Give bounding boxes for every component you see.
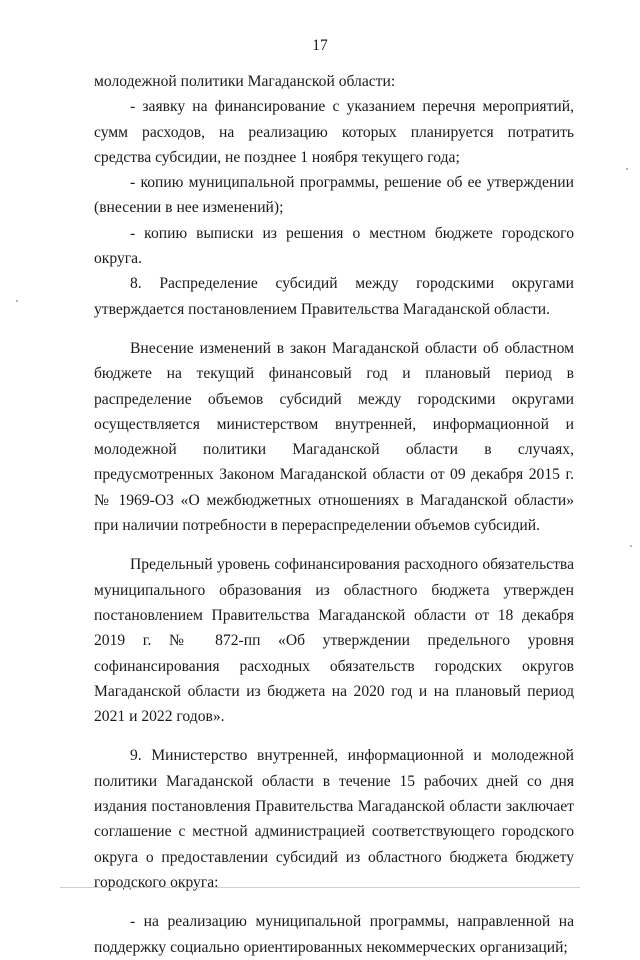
paragraph-bullet-social-orgs: - на реализацию муниципальной программы, направленной на поддержку социально ориентированных некоммерческих организаций; <box>94 913 574 956</box>
paragraph-amendments: Внесение изменений в закон Магаданской области об областном бюджете на текущий финансовый год и плановый период в распределение объемов субсидий между городскими округами осуществляется министерством внутренней, информационной и молодежной политики Магаданской области в случаях, предусмотренных Законом Магаданской области от 09 декабря 2015 г. № 1969-ОЗ «О межбюджетных отношениях в Магаданской области» при наличии потребности в перераспределении объемов субсидий. <box>94 339 574 535</box>
paragraph-cofinancing-level: Предельный уровень софинансирования расходного обязательства муниципального образования из областного бюджета утвержден постановлением Правительства Магаданской области от 18 декабря 2019 г. № 872-пп «Об утверждении предельного уровня софинансирования расходных обязательств городских округов Магаданской области из бюджета на 2020 год и на плановый период 2021 и 2022 годов». <box>94 556 574 726</box>
scan-speck <box>16 300 18 302</box>
paragraph-bullet-budget-extract: - копию выписки из решения о местном бюджете городского округа. <box>94 224 574 268</box>
page-number: 17 <box>312 37 328 54</box>
paragraph-bullet-application: - заявку на финансирование с указанием перечня мероприятий, сумм расходов, на реализацию которых планируется потратить средства субсидии, не позднее 1 ноября текущего года; <box>94 98 574 166</box>
paragraph-continuation: молодежной политики Магаданской области: <box>94 73 396 90</box>
scan-speck <box>630 545 632 547</box>
paragraph-item-9: 9. Министерство внутренней, информационной и молодежной политики Магаданской области в течение 15 рабочих дней со дня издания постановления Правительства Магаданской области заключает соглашение с местной администрацией соответствующего городского округа о предоставлении субсидий из областного бюджета бюджету городского округа: <box>94 747 574 891</box>
page-bottom-edge <box>60 887 580 888</box>
paragraph-item-8: 8. Распределение субсидий между городскими округами утверждается постановлением Правительства Магаданской области. <box>94 275 574 318</box>
paragraph-bullet-program-copy: - копию муниципальной программы, решение об ее утверждении (внесении в нее изменений); <box>94 174 574 217</box>
document-body <box>94 69 574 960</box>
scan-speck <box>626 168 628 170</box>
